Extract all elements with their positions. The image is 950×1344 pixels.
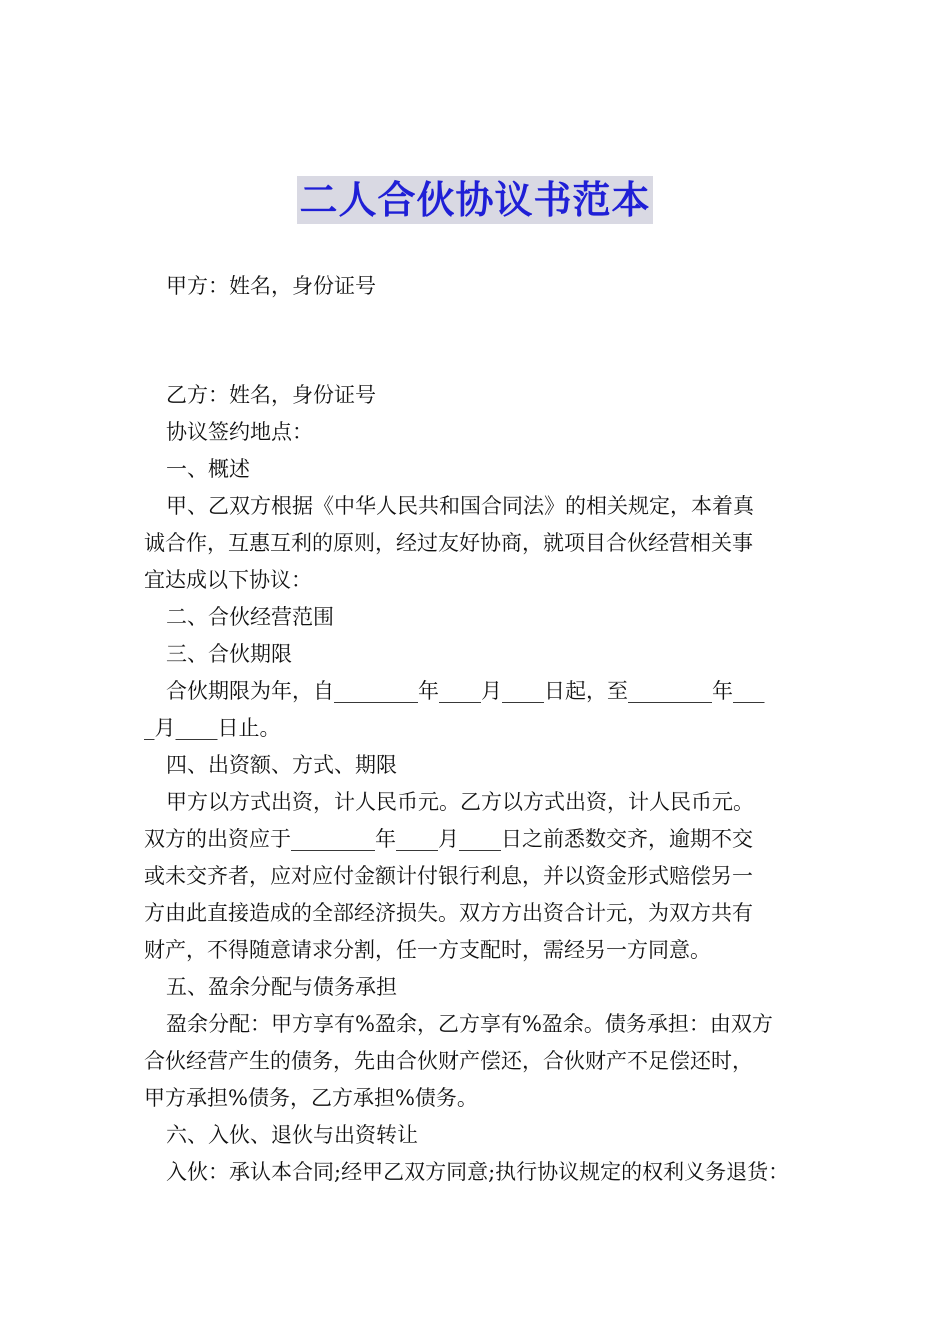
profit-debt-paragraph-line: 甲方承担%债务，乙方承担%债务。 bbox=[144, 1086, 478, 1110]
title-container bbox=[0, 176, 950, 224]
document-title: 二人合伙协议书范本 bbox=[299, 178, 651, 222]
section-heading-profit-debt: 五、盈余分配与债务承担 bbox=[166, 975, 397, 999]
party-a-line: 甲方：姓名，身份证号 bbox=[166, 274, 376, 298]
overview-paragraph-line: 甲、乙双方根据《中华人民共和国合同法》的相关规定，本着真 bbox=[166, 494, 754, 518]
capital-paragraph-line: 双方的出资应于________年____月____日之前悉数交齐，逾期不交 bbox=[144, 827, 753, 851]
party-b-line: 乙方：姓名，身份证号 bbox=[166, 383, 376, 407]
profit-debt-paragraph-line: 合伙经营产生的债务，先由合伙财产偿还，合伙财产不足偿还时， bbox=[144, 1049, 753, 1073]
section-heading-capital: 四、出资额、方式、期限 bbox=[166, 753, 397, 777]
term-paragraph-line: _月____日止。 bbox=[144, 716, 281, 740]
capital-paragraph-line: 财产，不得随意请求分割，任一方支配时，需经另一方同意。 bbox=[144, 938, 711, 962]
section-heading-term: 三、合伙期限 bbox=[166, 642, 292, 666]
capital-paragraph-line: 或未交齐者，应对应付金额计付银行利息，并以资金形式赔偿另一 bbox=[144, 864, 753, 888]
section-heading-scope: 二、合伙经营范围 bbox=[166, 605, 334, 629]
signing-place-line: 协议签约地点： bbox=[166, 420, 313, 444]
section-heading-overview: 一、概述 bbox=[166, 457, 250, 481]
profit-debt-paragraph-line: 盈余分配：甲方享有%盈余，乙方享有%盈余。债务承担：由双方 bbox=[166, 1012, 773, 1036]
term-paragraph-line: 合伙期限为年，自________年____月____日起，至________年___ bbox=[166, 679, 765, 703]
capital-paragraph-line: 方由此直接造成的全部经济损失。双方方出资合计元，为双方共有 bbox=[144, 901, 753, 925]
overview-paragraph-line: 诚合作，互惠互利的原则，经过友好协商，就项目合伙经营相关事 bbox=[144, 531, 753, 555]
admission-paragraph-line: 入伙：承认本合同;经甲乙双方同意;执行协议规定的权利义务退货： bbox=[166, 1160, 790, 1184]
capital-paragraph-line: 甲方以方式出资，计人民币元。乙方以方式出资，计人民币元。 bbox=[166, 790, 754, 814]
party-a-block bbox=[144, 268, 814, 305]
main-body bbox=[144, 377, 814, 1191]
overview-paragraph-line: 宜达成以下协议： bbox=[144, 568, 312, 592]
section-heading-admission-withdrawal: 六、入伙、退伙与出资转让 bbox=[166, 1123, 418, 1147]
